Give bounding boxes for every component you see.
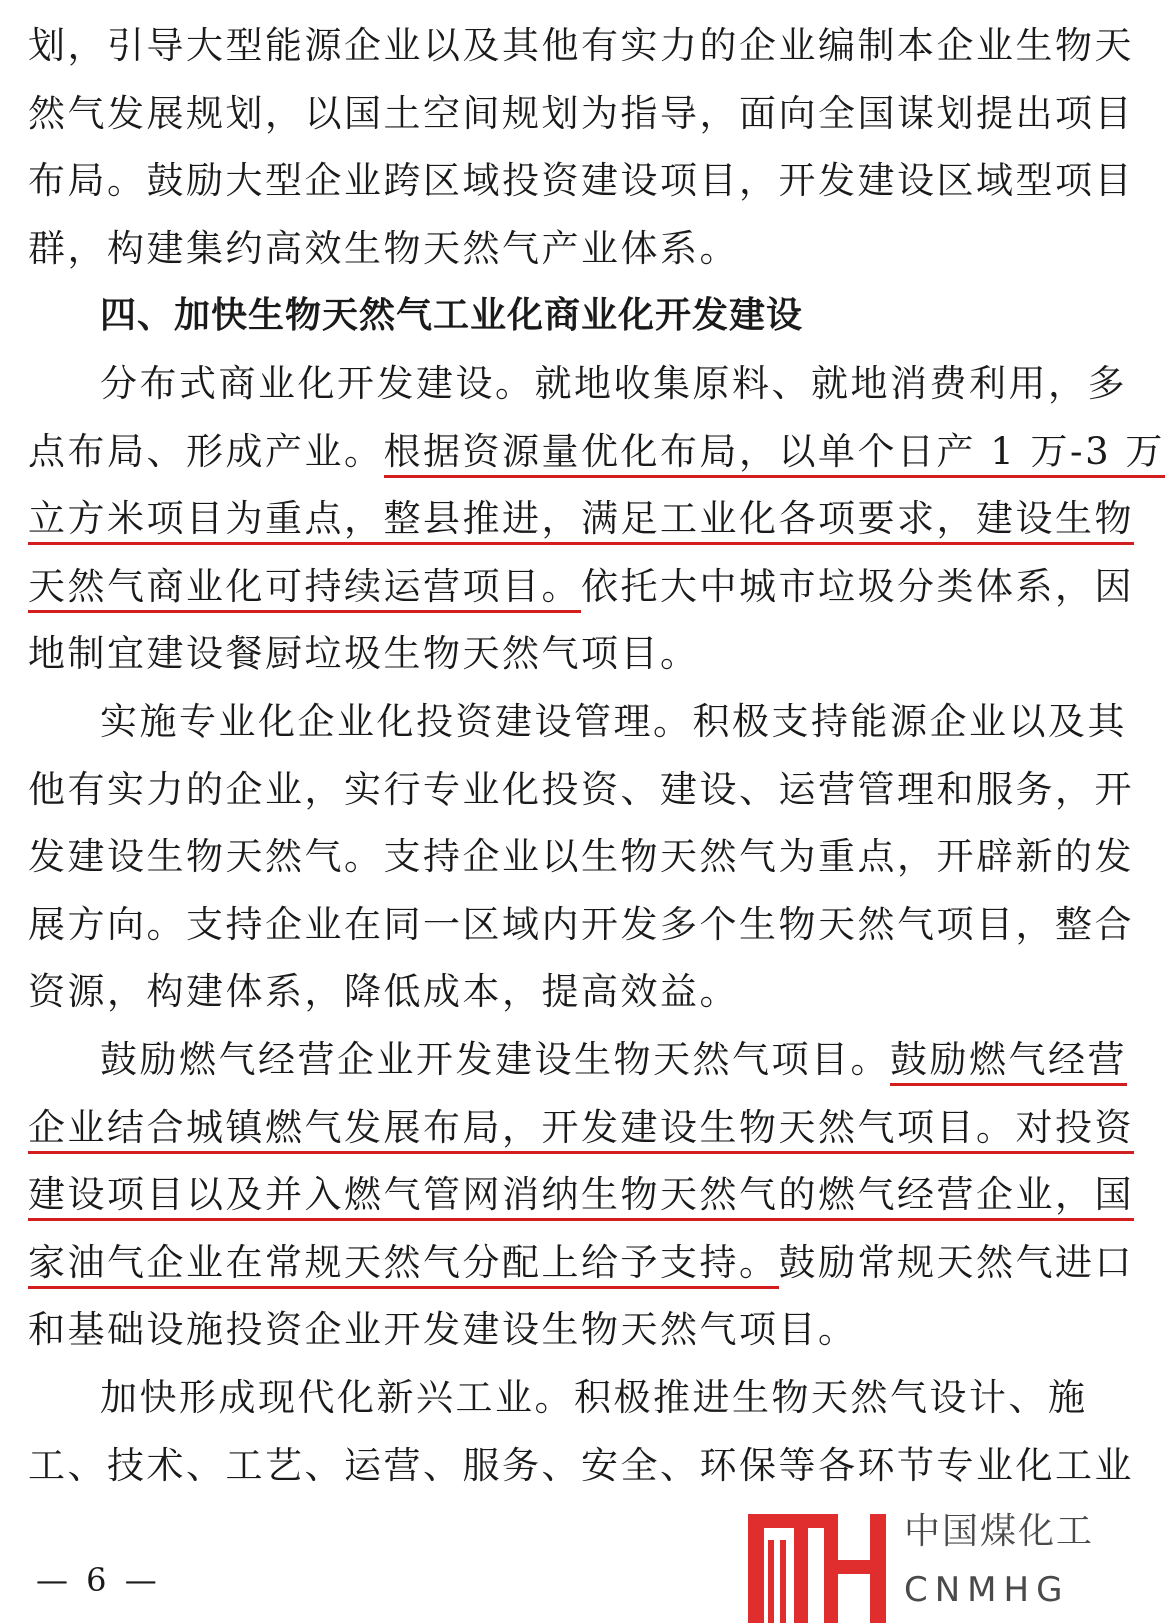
underlined-text: 根据资源量优化布局，以单个日产 1 万-3 万: [384, 430, 1165, 478]
underlined-text: 家油气企业在常规天然气分配上给予支持。: [28, 1241, 779, 1289]
text-line: [28, 1102, 1134, 1154]
text-line: [28, 426, 1165, 478]
text-line: 然气发展规划，以国土空间规划为指导，面向全国谋划提出项目: [28, 92, 1134, 135]
page-number: — 6 —: [36, 1561, 161, 1599]
underlined-text: 鼓励燃气经营: [890, 1038, 1127, 1086]
text-line: [28, 1237, 1134, 1289]
cnmhg-logo-icon: [748, 1500, 898, 1623]
text-line: 展方向。支持企业在同一区域内开发多个生物天然气项目，整合: [28, 903, 1134, 946]
section-heading: 四、加快生物天然气工业化商业化开发建设: [100, 295, 804, 336]
text-line: 工、技术、工艺、运营、服务、安全、环保等各环节专业化工业: [28, 1444, 1134, 1487]
text-line: 实施专业化企业化投资建设管理。积极支持能源企业以及其: [100, 700, 1127, 743]
watermark-en: CNMHG: [904, 1570, 1070, 1610]
text-line: [28, 1169, 1134, 1221]
underlined-text: 企业结合城镇燃气发展布局，开发建设生物天然气项目。对投资: [28, 1106, 1134, 1154]
text-line: 布局。鼓励大型企业跨区域投资建设项目，开发建设区域型项目: [28, 159, 1134, 202]
text-span: 依托大中城市垃圾分类体系，因: [581, 565, 1134, 608]
text-line: 分布式商业化开发建设。就地收集原料、就地消费利用，多: [100, 362, 1127, 405]
text-line: 群，构建集约高效生物天然气产业体系。: [28, 227, 739, 270]
text-line: 资源，构建体系，降低成本，提高效益。: [28, 970, 739, 1013]
text-line: 和基础设施投资企业开发建设生物天然气项目。: [28, 1308, 858, 1351]
underlined-text: 建设项目以及并入燃气管网消纳生物天然气的燃气经营企业，国: [28, 1173, 1134, 1221]
text-line: [28, 493, 1134, 545]
text-line: 发建设生物天然气。支持企业以生物天然气为重点，开辟新的发: [28, 835, 1134, 878]
text-line: [100, 1034, 1127, 1086]
text-line: 地制宜建设餐厨垃圾生物天然气项目。: [28, 632, 700, 675]
text-span: 点布局、形成产业。: [28, 430, 384, 473]
watermark-logo: [748, 1500, 1095, 1623]
text-span: 鼓励常规天然气进口: [778, 1241, 1134, 1284]
underlined-text: 天然气商业化可持续运营项目。: [28, 565, 581, 613]
text-line: [28, 561, 1134, 613]
watermark-cn: 中国煤化工: [904, 1511, 1095, 1552]
underlined-text: 立方米项目为重点，整县推进，满足工业化各项要求，建设生物: [28, 497, 1134, 545]
text-span: 鼓励燃气经营企业开发建设生物天然气项目。: [100, 1038, 890, 1081]
text-line: 他有实力的企业，实行专业化投资、建设、运营管理和服务，开: [28, 768, 1134, 811]
text-line: 加快形成现代化新兴工业。积极推进生物天然气设计、施: [100, 1376, 1088, 1419]
text-line: 划，引导大型能源企业以及其他有实力的企业编制本企业生物天: [28, 24, 1134, 67]
